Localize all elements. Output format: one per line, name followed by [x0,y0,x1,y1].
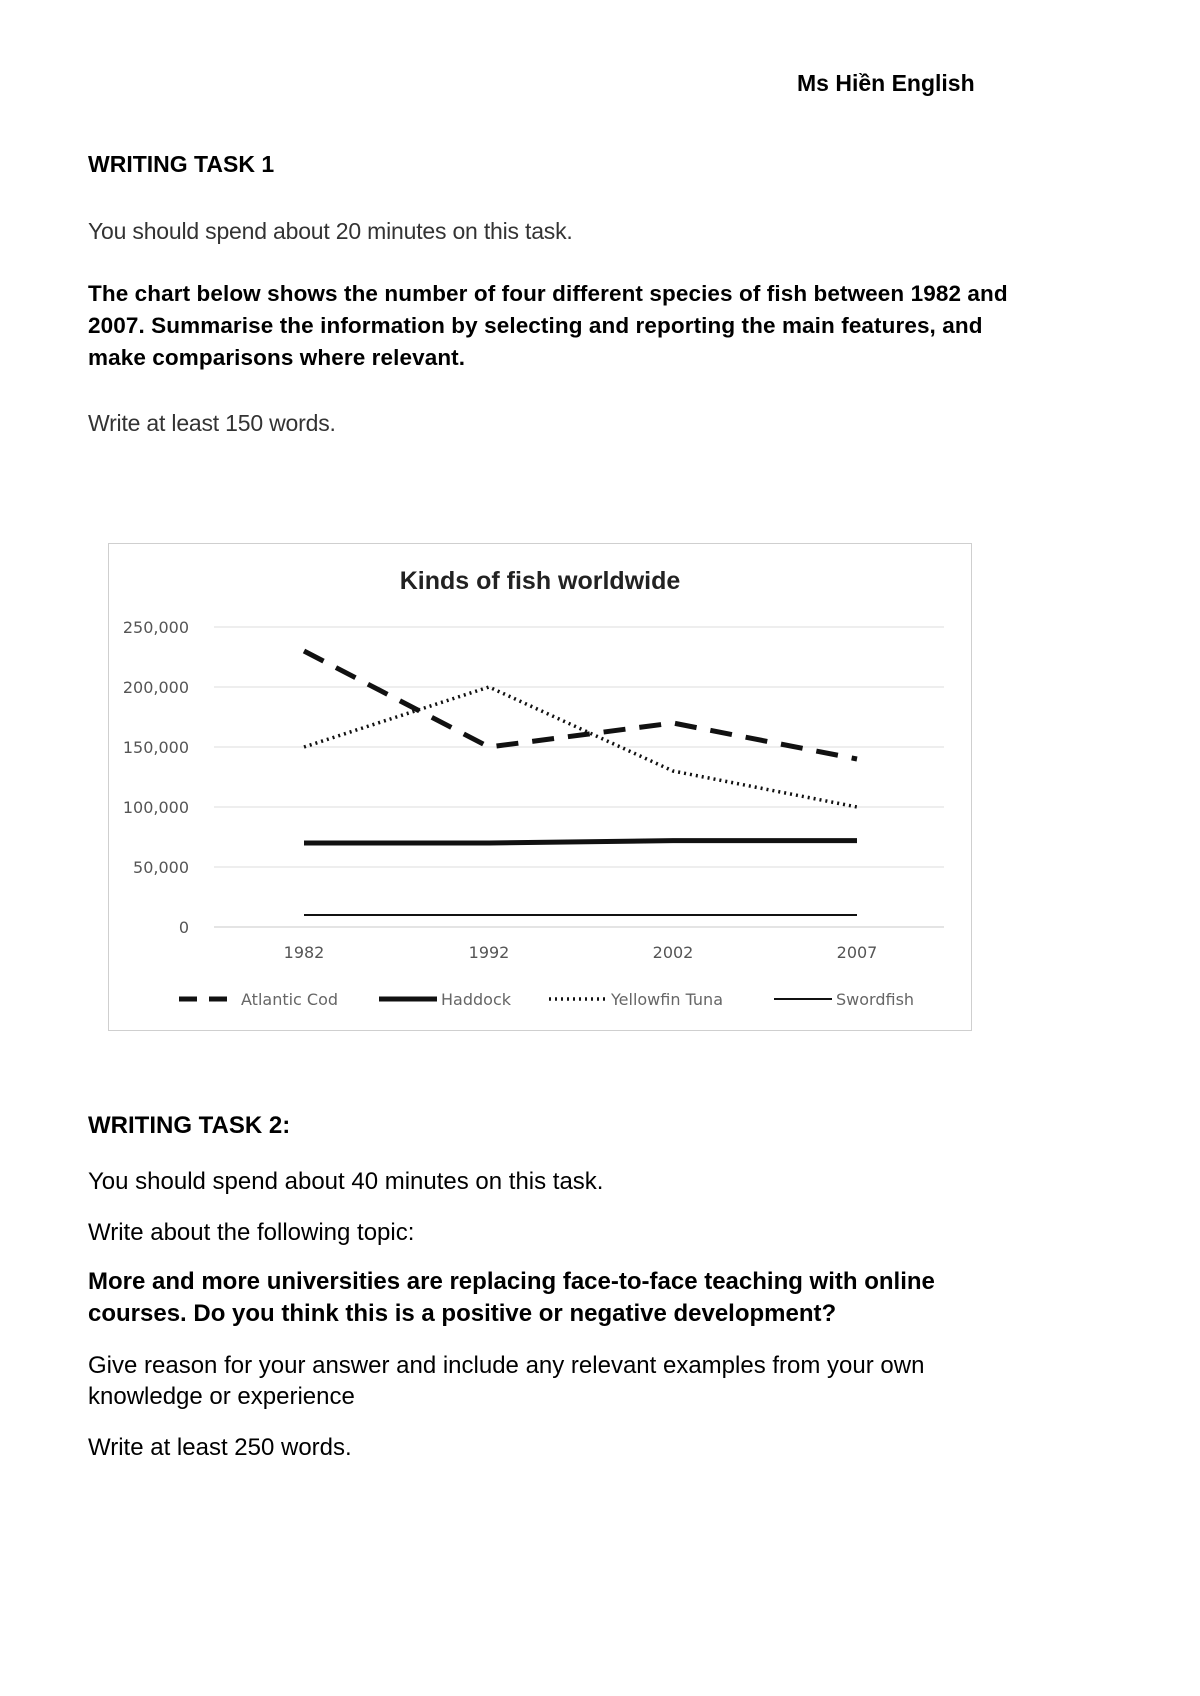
y-tick-label: 150,000 [122,738,189,757]
legend-label: Haddock [441,990,511,1009]
series-line-haddock [304,841,857,843]
task2-question-line1: More and more universities are replacing face-to-face teaching with online [88,1268,935,1295]
y-tick-label: 250,000 [122,618,189,637]
task1-instruction-line2: 2007. Summarise the information by selecting and reporting the main features, and [88,313,983,338]
task2-guidance-line2: knowledge or experience [88,1383,355,1410]
task1-time-note: You should spend about 20 minutes on this task. [88,218,573,244]
task2-time-note: You should spend about 40 minutes on this task. [88,1168,604,1195]
task2-question-line2: courses. Do you think this is a positive or negative development? [88,1300,837,1327]
x-axis-ticks [284,943,878,962]
legend-label: Swordfish [836,990,915,1009]
legend-label: Atlantic Cod [241,990,339,1009]
x-tick-label: 2007 [836,943,878,962]
y-tick-label: 200,000 [122,678,189,697]
y-tick-label: 0 [178,918,189,937]
task2-topic-intro: Write about the following topic: [88,1219,415,1246]
y-tick-label: 100,000 [122,798,189,817]
chart-series [304,651,857,915]
task2-word-count: Write at least 250 words. [88,1434,352,1461]
task2-heading: WRITING TASK 2: [88,1112,291,1139]
chart-canvas [109,544,971,1030]
task2-guidance-line1: Give reason for your answer and include any relevant examples from your own [88,1352,925,1379]
author-name: Ms Hiền English [797,70,975,96]
legend-label: Yellowfin Tuna [611,990,723,1009]
x-tick-label: 2002 [652,943,694,962]
y-axis-ticks [123,618,189,937]
task1-word-count: Write at least 150 words. [88,410,336,436]
chart-legend [179,990,914,1009]
x-tick-label: 1982 [283,943,325,962]
chart-title: Kinds of fish worldwide [399,567,681,595]
line-chart [108,543,972,1031]
x-tick-label: 1992 [468,943,510,962]
task1-instruction-line3: make comparisons where relevant. [88,345,466,370]
chart-grid [214,627,944,927]
task1-instruction-line1: The chart below shows the number of four different species of fish between 1982 and [88,281,1008,306]
series-line-atlantic-cod [304,651,857,759]
task1-heading: WRITING TASK 1 [88,151,275,177]
y-tick-label: 50,000 [133,858,189,877]
